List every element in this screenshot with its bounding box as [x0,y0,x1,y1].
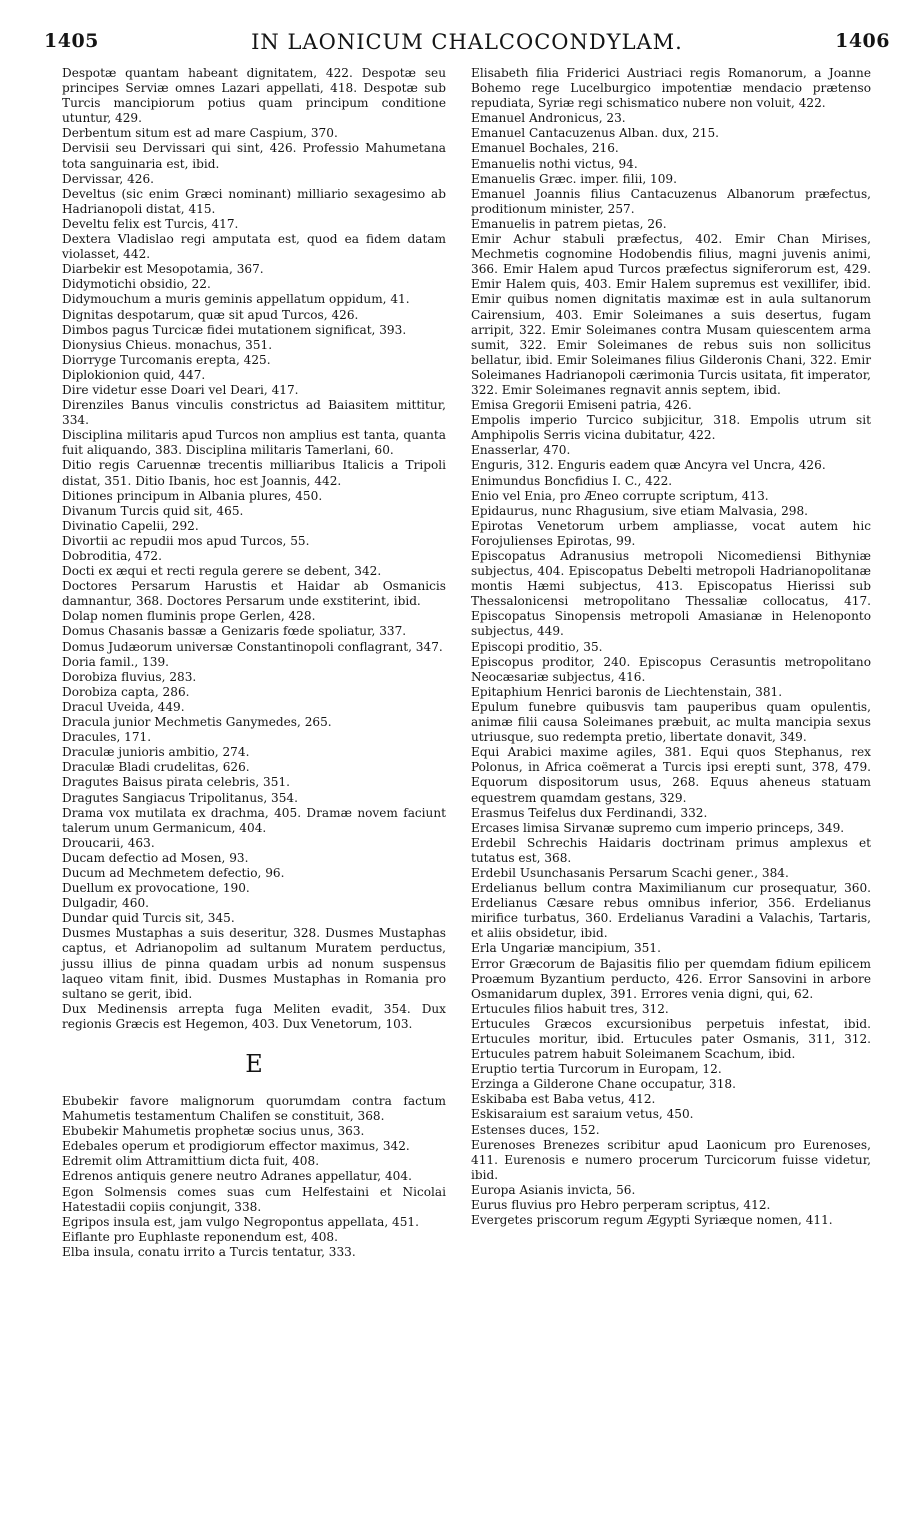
index-entry: Eurenoses Brenezes scribitur apud Laonicum pro Eurenoses, 411. Eurenosis e numero procerum Turcicorum fuisse videtur, ibid. [471,1137,871,1182]
page-header [44,30,890,64]
index-entry: Evergetes priscorum regum Ægypti Syriæque nomen, 411. [471,1213,833,1228]
index-entry: Disciplina militaris apud Turcos non amplius est tanta, quanta fuit aliquando, 383. Disciplina militaris Tamerlani, 60. [62,428,446,458]
index-entry: Derbentum situm est ad mare Caspium, 370. [62,126,338,141]
index-entry: Enio vel Enia, pro Æneo corrupte scriptum, 413. [471,488,769,503]
index-entry: Doctores Persarum Harustis et Haidar ab Osmanicis damnantur, 368. Doctores Persarum unde exstiterint, ibid. [62,579,446,609]
index-entry: Dimbos pagus Turcicæ fidei mutationem significat, 393. [62,322,407,337]
index-entry: Dervissar, 426. [62,171,155,186]
index-entry: Epulum funebre quibusvis tam pauperibus quam opulentis, animæ filii causa Soleimanes præbuit, ac multa mancipia sexus utriusque, suo redempta pretio, libertate donavit, 349. [471,699,871,745]
index-entry: Enasserlar, 470. [471,443,571,458]
index-entry: Emanuel Cantacuzenus Alban. dux, 215. [471,126,719,141]
index-entry: Episcopatus Adranusius metropoli Nicomediensi Bithyniæ subjectus, 404. Episcopatus Debelti metropoli Hadrianopolitanæ montis Hæmi subjectus, 413. Episcopatus Hierissi sub Thessalonicensi metropolitano Thessaliæ collocatus, 417. Episcopatus Sinopensis metropoli Amasianæ in Helenoponto subjectus, 449. [471,549,871,639]
index-entry: Dorobiza capta, 286. [62,684,190,699]
index-entry: Domus Chasanis bassæ a Genizaris fœde spoliatur, 337. [62,624,407,639]
index-entry: Ebubekir favore malignorum quorumdam contra factum Mahumetis testamentum Chalifen se constituit, 368. [62,1094,446,1124]
index-entry: Egripos insula est, jam vulgo Negropontus appellata, 451. [62,1214,419,1229]
index-entry: Diorryge Turcomanis erepta, 425. [62,352,271,367]
index-entry: Doria famil., 139. [62,654,170,669]
index-entry: Dracules, 171. [62,730,152,745]
index-entry: Emanuelis nothi victus, 94. [471,156,638,171]
index-entry: Dionysius Chieus. monachus, 351. [62,337,273,352]
index-entry: Dextera Vladislao regi amputata est, quod ea fidem datam violasset, 442. [62,232,446,262]
index-entry: Emanuelis in patrem pietas, 26. [471,216,667,231]
index-entry: Ercases limisa Sirvanæ supremo cum imperio princeps, 349. [471,820,845,835]
index-entry: Dolap nomen fluminis prope Gerlen, 428. [62,609,316,624]
index-entry: Dundar quid Turcis sit, 345. [62,911,235,926]
running-title: IN LAONICUM CHALCOCONDYLAM. [251,30,683,54]
index-entry: Erasmus Teifelus dux Ferdinandi, 332. [471,805,708,820]
index-entry: Dire videtur esse Doari vel Deari, 417. [62,382,299,397]
index-entry: Domus Judæorum universæ Constantinopoli conflagrant, 347. [62,639,443,654]
index-entry: Develtus (sic enim Græci nominant) milliario sexagesimo ab Hadrianopoli distat, 415. [62,186,446,216]
index-entry: Emanuel Bochales, 216. [471,141,619,156]
index-entry: Eskibaba est Baba vetus, 412. [471,1092,656,1107]
index-entry: Divinatio Capelii, 292. [62,518,199,533]
index-entry: Erla Ungariæ mancipium, 351. [471,941,661,956]
index-entry: Estenses duces, 152. [471,1122,600,1137]
index-entry: Ertucules Græcos excursionibus perpetuis infestat, ibid. Ertucules moritur, ibid. Ertucules pater Osmanis, 311, 312. Ertucules patrem habuit Soleimanem Scachum, ibid. [471,1016,871,1062]
index-entry: Edebales operum et prodigiorum effector maximus, 342. [62,1139,410,1154]
index-entries-e [62,1094,446,1260]
index-entry: Dragutes Sangiacus Tripolitanus, 354. [62,790,298,805]
index-entry: Emanuelis Græc. imper. filii, 109. [471,171,677,186]
index-entry: Dulgadir, 460. [62,896,149,911]
index-entry: Error Græcorum de Bajasitis filio per quemdam fidium epilicem Proæmum Byzantium perducto, 426. Error Sansovini in arbore Osmanidarum duplex, 391. Errores venia digni, qui, 62. [471,956,871,1001]
index-entry: Europa Asianis invicta, 56. [471,1182,636,1197]
left-column [62,66,446,1260]
index-entry: Didymouchum a muris geminis appellatum oppidum, 41. [62,292,410,307]
index-entry: Ertucules filios habuit tres, 312. [471,1001,669,1016]
index-entry: Episcopus proditor, 240. Episcopus Cerasuntis metropolitano Neocæsariæ subjectus, 416. [471,654,871,684]
index-entry: Enimundus Boncfidius I. C., 422. [471,473,673,488]
index-entries-right [471,66,871,1228]
index-entry: Elisabeth filia Friderici Austriaci regis Romanorum, a Joanne Bohemo rege Lucelburgico impotentiæ mendacio prætenso repudiata, Syriæ regi schismatico nubere non voluit, 422. [471,66,871,111]
index-entry: Epidaurus, nunc Rhagusium, sive etiam Malvasia, 298. [471,503,809,518]
index-entry: Duellum ex provocatione, 190. [62,881,250,896]
index-entry: Erdebil Usunchasanis Persarum Scachi gener., 384. [471,865,789,880]
index-entry: Edremit olim Attramittium dicta fuit, 408. [62,1154,320,1169]
index-entry: Ditio regis Caruennæ trecentis milliaribus Italicis a Tripoli distat, 351. Ditio Ibanis, hoc est Joannis, 442. [62,458,446,488]
index-entry: Enguris, 312. Enguris eadem quæ Ancyra vel Uncra, 426. [471,458,826,473]
index-entry: Eurus fluvius pro Hebro perperam scriptus, 412. [471,1198,771,1213]
index-entry: Dracul Uveida, 449. [62,699,185,714]
index-entry: Didymotichi obsidio, 22. [62,277,211,292]
index-entry: Eskisaraium est saraium vetus, 450. [471,1107,694,1122]
index-entry: Dobroditia, 472. [62,549,162,563]
index-entry: Divanum Turcis quid sit, 465. [62,503,244,518]
index-entry: Ebubekir Mahumetis prophetæ socius unus, 363. [62,1124,365,1139]
index-entry: Direnziles Banus vinculis constrictus ad Baiasitem mittitur, 334. [62,398,446,428]
index-entry: Develtu felix est Turcis, 417. [62,216,239,231]
index-entry: Divortii ac repudii mos apud Turcos, 55. [62,533,310,548]
index-entry: Despotæ quantam habeant dignitatem, 422. Despotæ seu principes Serviæ omnes Lazari appellati, 418. Despotæ sub Turcis mancipiorum potius quam principum conditione utuntur, 429. [62,66,446,126]
index-entry: Emisa Gregorii Emiseni patria, 426. [471,398,692,413]
page-number-right: 1406 [835,30,890,52]
index-entry: Equi Arabici maxime agiles, 381. Equi quos Stephanus, rex Polonus, in Africa coëmerat a Turcis ipsi erepti sunt, 378, 479. Equorum dispositorum usus, 268. Equus aheneus statuam equestrem quamdam gestans, 329. [471,745,871,805]
index-entry: Egon Solmensis comes suas cum Helfestaini et Nicolai Hatestadii copiis conjungit, 338. [62,1184,446,1214]
index-entry: Eruptio tertia Turcorum in Europam, 12. [471,1062,722,1077]
index-entry: Elba insula, conatu irrito a Turcis tentatur, 333. [62,1244,356,1259]
index-entry: Emir Achur stabuli præfectus, 402. Emir Chan Mirises, Mechmetis cognomine Hodobendis filius, magni juvenis animi, 366. Emir Halem apud Turcos præfectus signiferorum est, 429. Emir Halem quis, 403. Emir Halem supremus est vexillifer, ibid. Emir quibus nomen dignitatis maximæ est in aula sultanorum Cairensium, 403. Emir Soleimanes a suis desertus, fugam arripit, 322. Emir Soleimanes contra Musam quiescentem arma sumit, 322. Emir Soleimanes de rebus suis non sollicitus bellatur, ibid. Emir Soleimanes filius Gilderonis Chani, 322. Emir Soleimanes Hadrianopoli cærimonia Turcis usitata, fit imperator, 322. Emir Soleimanes regnavit annis septem, ibid. [471,232,871,397]
index-entry: Epitaphium Henrici baronis de Liechtenstain, 381. [471,684,783,699]
right-column [471,66,871,1228]
index-entry: Dux Medinensis arrepta fuga Meliten evadit, 354. Dux regionis Græcis est Hegemon, 403. Dux Venetorum, 103. [62,1001,446,1031]
index-entry: Erdelianus bellum contra Maximilianum cur prosequatur, 360. Erdelianus Cæsare rebus omnibus inferior, 356. Erdelianus mirifice turbatus, 360. Erdelianus Varadini a Valachis, Tartaris, et aliis obsidetur, ibid. [471,881,871,941]
page-number-left: 1405 [44,30,99,52]
index-entry: Dusmes Mustaphas a suis deseritur, 328. Dusmes Mustaphas captus, et Adrianopolim ad sultanum Muratem perductus, jussu illius de pinna quadam urbis ad nonum suspensus laqueo vitam finit, ibid. Dusmes Mustaphas in Romania pro sultano se gerit, ibid. [62,926,446,1001]
index-entry: Emanuel Joannis filius Cantacuzenus Albanorum præfectus, proditionum minister, 257. [471,186,871,216]
index-entry: Eiflante pro Euphlaste reponendum est, 408. [62,1229,338,1244]
index-entry: Ducam defectio ad Mosen, 93. [62,850,249,865]
index-entry: Dorobiza fluvius, 283. [62,669,197,684]
index-entry: Docti ex æqui et recti regula gerere se debent, 342. [62,564,382,579]
index-entry: Erzinga a Gilderone Chane occupatur, 318. [471,1077,736,1092]
index-entry: Emanuel Andronicus, 23. [471,111,626,126]
index-entry: Dignitas despotarum, quæ sit apud Turcos, 426. [62,307,359,322]
index-entry: Drama vox mutilata ex drachma, 405. Dramæ novem faciunt talerum unum Germanicum, 404. [62,805,446,835]
index-entry: Episcopi proditio, 35. [471,639,603,654]
section-letter-e: E [245,1050,263,1078]
index-entry: Draculæ Bladi crudelitas, 626. [62,760,250,775]
index-entry: Epirotas Venetorum urbem ampliasse, vocat autem hic Forojulienses Epirotas, 99. [471,518,871,548]
index-entries-d [62,66,446,1032]
index-entry: Erdebil Schrechis Haidaris doctrinam primus amplexus et tutatus est, 368. [471,835,871,865]
index-entry: Dervisii seu Dervissari qui sint, 426. Professio Mahumetana tota sanguinaria est, ibid. [62,141,446,171]
index-entry: Ditiones principum in Albania plures, 450. [62,488,323,503]
index-entry: Droucarii, 463. [62,835,155,850]
index-entry: Edrenos antiquis genere neutro Adranes appellatur, 404. [62,1169,412,1184]
index-entry: Diplokionion quid, 447. [62,367,206,382]
index-entry: Dracula junior Mechmetis Ganymedes, 265. [62,715,332,730]
index-entry: Dragutes Baisus pirata celebris, 351. [62,775,290,790]
index-entry: Empolis imperio Turcico subjicitur, 318. Empolis utrum sit Amphipolis Serris vicina dubitatur, 422. [471,413,871,443]
index-entry: Diarbekir est Mesopotamia, 367. [62,262,264,277]
index-entry: Ducum ad Mechmetem defectio, 96. [62,865,285,880]
index-entry: Draculæ junioris ambitio, 274. [62,745,250,760]
